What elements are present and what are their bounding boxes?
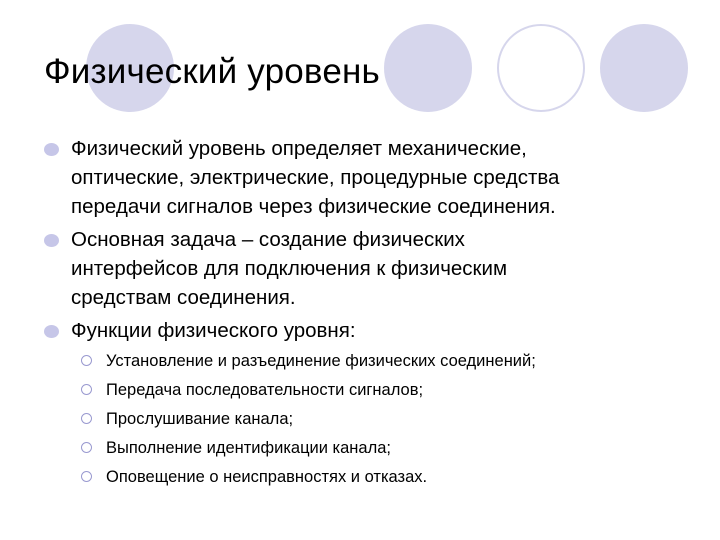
sub-bullet-item xyxy=(44,351,684,371)
bullet-item xyxy=(44,134,684,221)
bullet-dot-icon xyxy=(44,234,59,247)
sub-bullet-item xyxy=(44,380,684,400)
ring-bullet-icon xyxy=(81,413,92,424)
sub-bullet-list xyxy=(44,351,684,487)
sub-bullet-text: Передача последовательности сигналов; xyxy=(106,381,424,399)
sub-bullet-item xyxy=(44,409,684,429)
decor-circle-3 xyxy=(497,24,585,112)
ring-bullet-icon xyxy=(81,355,92,366)
decor-circle-4 xyxy=(600,24,688,112)
slide-title: Физический уровень xyxy=(44,52,380,91)
bullet-item xyxy=(44,316,684,345)
bullet-line: средствам соединения. xyxy=(71,286,296,309)
bullet-line: Основная задача – создание физических xyxy=(71,228,465,251)
bullet-line: Функции физического уровня: xyxy=(71,319,356,342)
decor-circle-2 xyxy=(384,24,472,112)
bullet-dot-icon xyxy=(44,325,59,338)
slide-body xyxy=(44,134,684,496)
sub-bullet-text: Установление и разъединение физических соединений; xyxy=(106,352,536,370)
bullet-line: оптические, электрические, процедурные средства xyxy=(71,166,560,189)
bullet-item xyxy=(44,225,684,312)
ring-bullet-icon xyxy=(81,384,92,395)
sub-bullet-text: Оповещение о неисправностях и отказах. xyxy=(106,468,428,486)
ring-bullet-icon xyxy=(81,442,92,453)
ring-bullet-icon xyxy=(81,471,92,482)
sub-bullet-item xyxy=(44,438,684,458)
sub-bullet-item xyxy=(44,467,684,487)
bullet-line: передачи сигналов через физические соединения. xyxy=(71,195,556,218)
bullet-line: интерфейсов для подключения к физическим xyxy=(71,257,508,280)
bullet-line: Физический уровень определяет механические, xyxy=(71,137,527,160)
bullet-dot-icon xyxy=(44,143,59,156)
sub-bullet-text: Выполнение идентификации канала; xyxy=(106,439,391,457)
sub-bullet-text: Прослушивание канала; xyxy=(106,410,294,428)
